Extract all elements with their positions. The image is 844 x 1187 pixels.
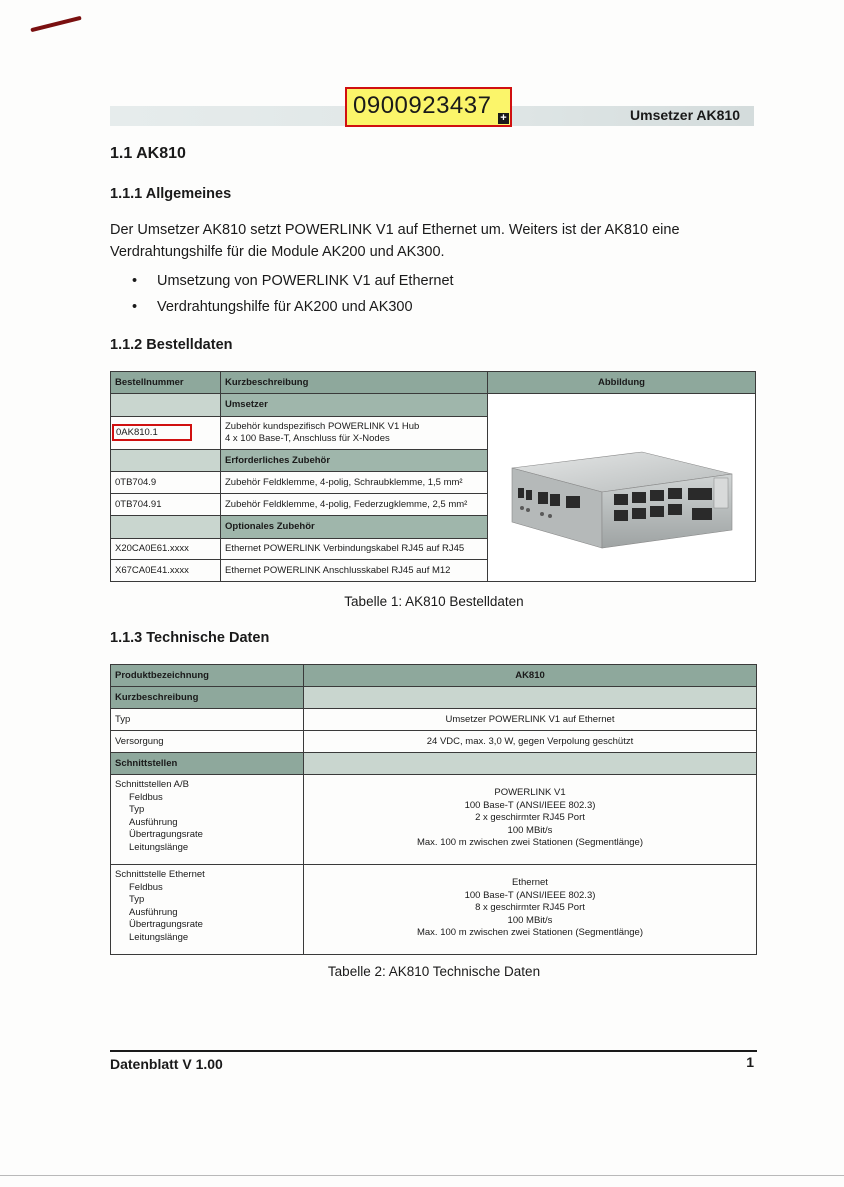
header-title: Umsetzer AK810 — [630, 107, 740, 123]
spec-label: Typ — [129, 894, 145, 905]
table-cell — [111, 449, 221, 472]
spec-label: Typ — [111, 709, 304, 731]
section-row-short: Kurzbeschreibung — [111, 687, 304, 709]
description-cell: Zubehör Feldklemme, 4-polig, Schraubklemme, 1,5 mm² — [221, 472, 488, 494]
spec-label: Feldbus — [129, 881, 163, 893]
intro-paragraph: Der Umsetzer AK810 setzt POWERLINK V1 auf Ethernet um. Weiters ist der AK810 eine Verdrahtungshilfe für die Module AK200 und AK300. — [110, 222, 680, 260]
spec-value-group — [304, 775, 757, 865]
spec-label: Ausführung — [129, 906, 178, 918]
feature-list — [132, 270, 454, 322]
spec-value-group — [304, 865, 757, 955]
table-header: Abbildung — [488, 372, 756, 394]
section-heading: 1.1 AK810 — [110, 145, 186, 162]
spec-label: Übertragungsrate — [129, 919, 203, 930]
spec-value: 8 x geschirmter RJ45 Port — [475, 902, 585, 913]
spec-value: 100 MBit/s — [507, 914, 553, 926]
spec-group-title: Schnittstellen A/B — [115, 779, 189, 790]
order-number-cell: 0TB704.91 — [111, 494, 221, 516]
description-cell: Zubehör Feldklemme, 4-polig, Federzugklemme, 2,5 mm² — [221, 494, 488, 516]
spec-value: 2 x geschirmter RJ45 Port — [475, 812, 585, 823]
spec-label: Leitungslänge — [129, 841, 189, 853]
spec-value: Max. 100 m zwischen zwei Stationen (Segmentlänge) — [416, 837, 643, 848]
spec-value: POWERLINK V1 — [494, 787, 566, 798]
spec-value: Ethernet — [512, 877, 548, 888]
spec-value: Max. 100 m zwischen zwei Stationen (Segmentlänge) — [416, 927, 643, 938]
subsection-heading-tech: 1.1.3 Technische Daten — [110, 630, 270, 646]
spec-label-group — [111, 865, 304, 955]
spec-label: Übertragungsrate — [129, 829, 203, 840]
pen-mark — [30, 16, 81, 32]
footer-rule — [110, 1050, 757, 1052]
spec-value: 24 VDC, max. 3,0 W, gegen Verpolung geschützt — [304, 731, 757, 753]
order-number-cell: X67CA0E41.xxxx — [111, 560, 221, 582]
product-image-cell — [488, 394, 756, 582]
table-header: Produktbezeichnung — [111, 665, 304, 687]
page-edge — [0, 1175, 844, 1176]
spec-value: Umsetzer POWERLINK V1 auf Ethernet — [304, 709, 757, 731]
spec-group-title: Schnittstelle Ethernet — [115, 869, 205, 880]
spec-value: 100 Base-T (ANSI/IEEE 802.3) — [464, 799, 596, 811]
spec-label: Feldbus — [129, 791, 163, 803]
description-line: Zubehör kundspezifisch POWERLINK V1 Hub — [225, 420, 420, 432]
hub-device-image — [492, 396, 752, 576]
spec-label: Versorgung — [111, 731, 304, 753]
description-cell: Ethernet POWERLINK Anschlusskabel RJ45 auf M12 — [221, 560, 488, 582]
order-table — [110, 371, 756, 582]
spec-label: Typ — [129, 804, 145, 815]
table-caption: Tabelle 2: AK810 Technische Daten — [327, 964, 541, 979]
plus-icon: + — [498, 113, 509, 124]
table-header: Bestellnummer — [111, 372, 221, 394]
table-cell — [111, 515, 221, 538]
description-line: 4 x 100 Base-T, Anschluss für X-Nodes — [225, 432, 390, 444]
subsection-heading-order: 1.1.2 Bestelldaten — [110, 337, 233, 353]
order-number-cell — [111, 416, 221, 449]
section-row-interfaces: Schnittstellen — [111, 753, 304, 775]
list-item: • Verdrahtungshilfe für AK200 und AK300 — [132, 296, 454, 322]
table-header: Kurzbeschreibung — [221, 372, 488, 394]
subsection-heading-general: 1.1.1 Allgemeines — [110, 186, 232, 202]
page-number: 1 — [746, 1054, 754, 1070]
number-stamp — [345, 87, 512, 127]
stamp-number: 0900923437 — [353, 92, 492, 119]
table-cell — [304, 753, 757, 775]
description-cell — [221, 416, 488, 449]
list-item: • Umsetzung von POWERLINK V1 auf Ethernet — [132, 270, 454, 296]
tech-table — [110, 664, 757, 955]
description-cell: Ethernet POWERLINK Verbindungskabel RJ45 auf RJ45 — [221, 538, 488, 560]
spec-value: 100 MBit/s — [507, 824, 553, 836]
spec-label: Leitungslänge — [129, 931, 189, 943]
order-number-cell: X20CA0E61.xxxx — [111, 538, 221, 560]
table-cell — [304, 687, 757, 709]
section-row-required: Erforderliches Zubehör — [221, 449, 488, 472]
table-header: AK810 — [304, 665, 757, 687]
spec-value: 100 Base-T (ANSI/IEEE 802.3) — [464, 889, 596, 901]
section-row-umsetzer: Umsetzer — [221, 394, 488, 417]
order-number-cell: 0TB704.9 — [111, 472, 221, 494]
spec-label-group — [111, 775, 304, 865]
spec-label: Ausführung — [129, 816, 178, 828]
footer-document-version: Datenblatt V 1.00 — [110, 1056, 223, 1072]
order-number-highlight: 0AK810.1 — [112, 424, 192, 441]
table-cell — [111, 394, 221, 417]
table-caption: Tabelle 1: AK810 Bestelldaten — [344, 594, 524, 609]
section-row-optional: Optionales Zubehör — [221, 515, 488, 538]
